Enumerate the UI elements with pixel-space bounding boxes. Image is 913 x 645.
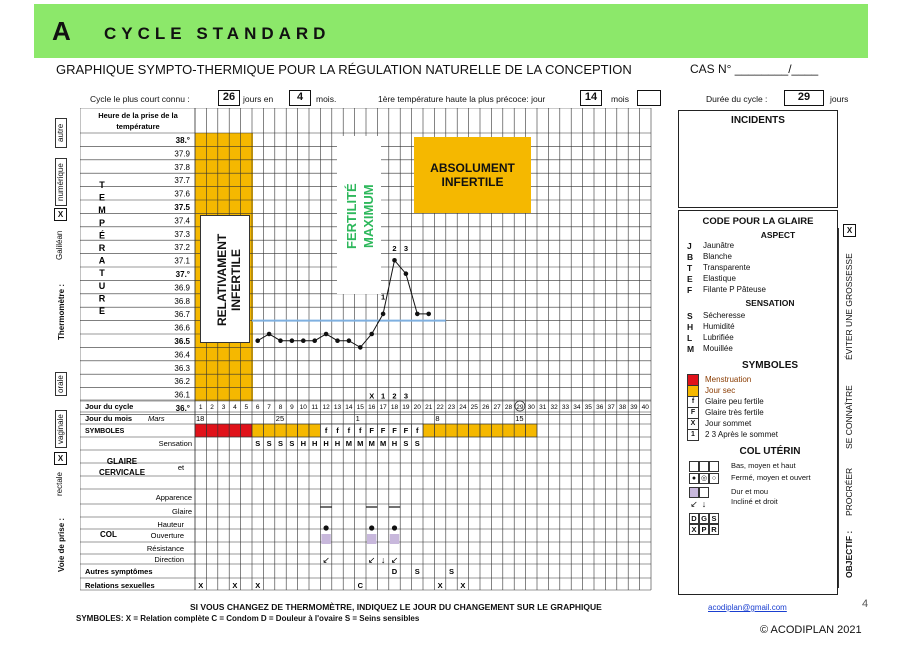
sensation-mark: H [323, 439, 329, 448]
fertilite-text: FERTILITÉ MAXIMUM [344, 183, 376, 249]
cycle-length-value[interactable]: 29 [784, 90, 824, 106]
thermo-autre: autre [55, 118, 67, 148]
sensation-item [687, 321, 829, 332]
cycle-day-number: 26 [482, 404, 490, 411]
objectif-procreer: PROCRÉER [844, 467, 854, 517]
col-height-icon [689, 461, 699, 472]
legend-label: Humidité [703, 322, 735, 331]
cycle-day-number: 16 [368, 404, 376, 411]
temp-tick: 36.6 [174, 323, 190, 333]
temperature-point [369, 332, 374, 337]
symbol-cell [286, 424, 297, 437]
incidents-title: INCIDENTS [731, 115, 785, 126]
subtitle: GRAPHIQUE SYMPTO-THERMIQUE POUR LA RÉGULATION NATURELLE DE LA CONCEPTION [56, 62, 632, 77]
symbol-cell [423, 424, 434, 437]
symbol-cell [218, 424, 229, 437]
temp-tick: 37.9 [174, 149, 190, 159]
symbol-cell [526, 424, 537, 437]
aspect-item [687, 240, 829, 251]
objectif-eviter: ÉVITER UNE GROSSESSE [844, 253, 854, 361]
temperature-point [358, 345, 363, 350]
relation-mark: X [198, 581, 204, 590]
col-open-mark [392, 525, 397, 530]
temperature-letter: T [99, 180, 105, 190]
symbol-cell [457, 424, 468, 437]
apparence-mark: F [403, 426, 409, 435]
cycle-day-number: 8 [278, 404, 283, 411]
temperature-point [404, 271, 409, 276]
jour-cycle-label: Jour du cycle [85, 402, 134, 411]
col-code-cell: D [689, 513, 699, 524]
cycle-day-number: 32 [550, 404, 558, 411]
symbol-label: Jour sec [705, 386, 736, 395]
aspect-item [687, 251, 829, 262]
sensation-mark: H [334, 439, 341, 448]
temperature-letter: R [98, 243, 106, 253]
col-code-cell: S [709, 513, 719, 524]
apparence-mark: f [416, 426, 419, 435]
col-open-icon: ● [689, 473, 699, 484]
relation-mark: X [437, 581, 443, 590]
month-day-number: 18 [196, 414, 205, 423]
month-day-number: 1 [355, 414, 360, 423]
peak-marker: X [369, 391, 375, 401]
temp-tick: 36.2 [174, 377, 190, 387]
objectif-column [838, 228, 860, 588]
legend-code: B [687, 251, 694, 262]
temp-tick: 38.° [175, 136, 190, 145]
voie-rectale: rectale [55, 472, 64, 497]
cycle-day-number: 36 [596, 404, 604, 411]
cycle-day-number: 40 [641, 404, 649, 411]
symbol-cell [263, 424, 274, 437]
sensation-item [687, 343, 829, 354]
legend-label: Filante P Pâteuse [703, 285, 767, 294]
symbol-label: Glaire très fertile [705, 408, 764, 417]
aspect-item [687, 262, 829, 273]
temp-tick: 36.3 [174, 363, 190, 373]
col-legend-label: Fermé, moyen et ouvert [731, 473, 811, 482]
symbol-cell [480, 424, 491, 437]
sensation-mark: S [255, 439, 261, 448]
post-peak-marker: 3 [403, 243, 408, 253]
page-number: 4 [862, 598, 869, 610]
cycle-day-number: 22 [436, 404, 444, 411]
relativement-text: RELATIVAMENT INFERTILE [215, 233, 243, 327]
peak-marker: 3 [403, 391, 408, 401]
cervicale-label: CERVICALE [98, 468, 146, 477]
time-label: Heure de la prise de la [98, 111, 178, 120]
col-direction-mark: ↙ [322, 555, 330, 565]
apparence-label: Apparence [155, 493, 192, 502]
sensation-item [687, 310, 829, 321]
relation-mark: X [460, 581, 466, 590]
jour-mois-label: Jour du mois [85, 414, 133, 423]
temp-tick: 36.7 [174, 310, 190, 320]
cycle-day-number: 14 [345, 404, 353, 411]
post-peak-marker: 1 [381, 292, 386, 302]
incidents-panel [678, 110, 838, 208]
cycle-day-number: 34 [573, 404, 581, 411]
legend-label: Blanche [703, 252, 732, 261]
sensation-mark: S [414, 439, 420, 448]
sensation-mark: S [289, 439, 295, 448]
col-legend-label: Incliné et droit [731, 497, 778, 506]
legend-panel [678, 210, 838, 595]
temp-tick: 37.4 [174, 216, 190, 226]
hauteur-label: Hauteur [157, 520, 184, 529]
apparence-mark: F [392, 426, 397, 435]
col-soft-mark [367, 534, 376, 544]
col-firm-icon [699, 487, 709, 498]
aspect-item [687, 284, 829, 295]
temperature-point [312, 338, 317, 343]
apparence-mark: f [359, 426, 362, 435]
col-code-cell: R [709, 524, 719, 535]
col-open-mark [369, 525, 374, 530]
cycle-day-number: 21 [425, 404, 433, 411]
relations-label: Relations sexuelles [85, 581, 155, 590]
cycle-day-number: 20 [413, 404, 421, 411]
thermo-numerique: numérique [55, 158, 67, 206]
cycle-day-number: 39 [630, 404, 638, 411]
footer-warning: SI VOUS CHANGEZ DE THERMOMÈTRE, INDIQUEZ LE JOUR DU CHANGEMENT SUR LE GRAPHIQUE [190, 602, 602, 612]
cycle-day-number: 30 [527, 404, 535, 411]
symbol-cell [434, 424, 445, 437]
legend-code: M [687, 343, 695, 354]
copyright: © ACODIPLAN 2021 [760, 624, 862, 636]
autre-symptome: S [448, 567, 455, 576]
symbol-item [687, 385, 829, 396]
temperature-letter: R [98, 293, 106, 304]
cycle-day-number: 7 [267, 404, 271, 411]
col-legend-label: Dur et mou [731, 487, 769, 496]
legend-label: Transparente [703, 263, 751, 272]
symbol-swatch: X [687, 418, 699, 430]
sensation-mark: M [357, 439, 364, 448]
temperature-point [278, 338, 283, 343]
temperature-point [301, 338, 306, 343]
legend-label: Jaunâtre [703, 241, 735, 250]
col-direction-icon: ↓ [701, 499, 707, 509]
legend-code: T [687, 262, 693, 273]
symbol-cell [206, 424, 217, 437]
cycle-day-number: 27 [493, 404, 501, 411]
temperature-letter: P [98, 217, 106, 228]
relativement-box [200, 215, 250, 343]
sensation-mark: H [391, 439, 398, 448]
cycle-day-number: 12 [322, 404, 330, 411]
symboles-label: SYMBOLES [85, 428, 125, 435]
symbol-swatch: 1 [687, 429, 699, 441]
col-legend-label: Bas, moyen et haut [731, 461, 796, 470]
symbol-item [687, 374, 829, 385]
thermometre-label: Thermomètre : [57, 283, 66, 340]
col-open-mark [324, 525, 329, 530]
objectif-connaitre: SE CONNAÎTRE [844, 385, 854, 449]
autre-symptome: D [391, 567, 398, 576]
sensation-mark: H [311, 439, 318, 448]
legend-code: J [687, 240, 692, 251]
temperature-point [255, 338, 260, 343]
temp-tick: 37.° [175, 270, 190, 279]
cycle-letter: A [52, 16, 71, 46]
cycle-day-number: 25 [470, 404, 478, 411]
temperature-point [267, 332, 272, 337]
cycle-day-number: 9 [290, 404, 294, 411]
relation-mark: X [232, 581, 238, 590]
temperature-letter: E [98, 306, 106, 316]
temp-tick: 37.1 [174, 256, 190, 266]
absolument-text: ABSOLUMENT INFERTILE [430, 161, 515, 189]
autre-symptome: S [414, 567, 420, 576]
temp-tick: 36.9 [174, 283, 190, 293]
temp-tick: 37.7 [174, 176, 190, 186]
first-temp-value[interactable]: 14 [580, 90, 602, 106]
month-name: Mars [148, 414, 165, 423]
col-soft-mark [390, 534, 399, 544]
temperature-point [392, 258, 397, 263]
case-number: CAS N° ________/____ [690, 62, 819, 76]
cycle-day-number: 13 [333, 404, 342, 411]
mois2-label: mois [611, 94, 629, 104]
cycle-day-number: 11 [311, 404, 319, 411]
et-label: et [177, 463, 185, 472]
legend-label: Mouillée [703, 344, 733, 353]
sensation-mark: H [300, 439, 307, 448]
col-code-cell: X [689, 524, 699, 535]
first-temp-label: 1ère température haute la plus précoce: jour [378, 94, 546, 104]
symbol-cell [514, 424, 525, 437]
voie-orale: orale [55, 372, 67, 396]
sensation-mark: M [379, 439, 387, 448]
email-link[interactable]: acodiplan@gmail.com [708, 603, 787, 612]
jours-label: jours [830, 94, 849, 104]
apparence-mark: F [380, 426, 386, 435]
col-open-icon: ◎ [700, 475, 708, 482]
col-direction-mark: ↙ [390, 555, 399, 565]
sensation-mark: M [345, 439, 353, 448]
symbol-item [687, 396, 829, 407]
legend-code: S [687, 310, 693, 321]
footer-symbols: SYMBOLES: X = Relation complète C = Condom D = Douleur à l'ovaire S = Seins sensibles [76, 614, 420, 623]
symbol-item [687, 429, 829, 440]
temperature-point [415, 312, 420, 317]
symbol-label: Menstruation [705, 375, 752, 384]
legend-code: L [687, 332, 693, 343]
legend-code: F [687, 284, 693, 295]
symbol-cell [241, 424, 252, 437]
objectif-check[interactable]: X [843, 224, 856, 237]
page-title: CYCLE STANDARD [104, 24, 331, 43]
symbol-cell [252, 424, 263, 437]
voie-vaginale: vaginale [55, 410, 67, 448]
cycle-day-number: 18 [390, 404, 399, 411]
cycle-day-number: 24 [459, 404, 467, 411]
symbol-cell [503, 424, 514, 437]
temperature-point [324, 332, 329, 337]
absolument-box [414, 137, 531, 213]
voie-check[interactable]: X [54, 452, 67, 465]
legend-code: E [687, 273, 693, 284]
temperature-point [290, 338, 295, 343]
legend-label: Sécheresse [703, 311, 746, 320]
post-peak-marker: 2 [392, 243, 397, 253]
sensation-item [687, 332, 829, 343]
cycle-day-number: 10 [299, 404, 307, 411]
temp-tick: 37.6 [174, 189, 190, 199]
sensation-mark: S [277, 439, 284, 448]
col-glaire-label: Glaire [171, 507, 192, 516]
temperature-point [335, 338, 340, 343]
symbol-label: 2 3 Après le sommet [705, 430, 778, 439]
cycle-day-number: 29 [516, 404, 524, 411]
cycle-day-number: 23 [447, 404, 456, 411]
col-direction-mark: ↓ [380, 555, 386, 565]
cycle-length-label: Durée du cycle : [706, 94, 768, 104]
cycle-day-number: 31 [539, 404, 547, 411]
cycle-day-number: 3 [221, 404, 226, 411]
temp-tick: 37.5 [174, 203, 190, 212]
sensation-mark: S [403, 439, 409, 448]
symbol-cell [446, 424, 457, 437]
temperature-point [381, 312, 386, 317]
resistance-label: Résistance [146, 544, 184, 553]
col-height-icon [699, 461, 709, 472]
temperature-letter: E [98, 192, 106, 203]
cycle-day-number: 28 [504, 404, 513, 411]
legend-label: Lubrifiée [703, 333, 734, 342]
temperature-letter: A [98, 255, 106, 266]
thermo-galilean: Galiléan [55, 230, 64, 260]
sensation-mark: M [368, 439, 375, 448]
peak-marker: 1 [381, 391, 386, 401]
col-direction-icon: ↙ [690, 499, 698, 509]
symboles-title: SYMBOLES [741, 360, 799, 371]
legend-code: H [687, 321, 694, 332]
temp-tick: 37.2 [174, 243, 190, 253]
col-label: COL [100, 530, 117, 539]
cycle-day-number: 17 [379, 404, 387, 411]
temperature-point [347, 338, 352, 343]
sensation-label: Sensation [158, 439, 192, 448]
temp-tick: 36.4 [174, 350, 190, 360]
apparence-mark: f [347, 426, 351, 435]
temp-tick: 36.5 [174, 337, 190, 346]
fertilite-box [337, 136, 381, 294]
symbol-cell [469, 424, 480, 437]
relation-mark: X [255, 581, 261, 590]
col-height-icon [709, 461, 719, 472]
cycle-day-number: 2 [210, 404, 214, 411]
symbol-cell [195, 424, 206, 437]
cycle-day-number: 1 [198, 404, 203, 411]
cycle-day-number: 38 [618, 404, 627, 411]
relation-mark: C [357, 581, 364, 590]
symbol-cell [275, 424, 286, 437]
symbol-item [687, 418, 829, 429]
cycle-day-number: 35 [584, 404, 592, 411]
symbol-cell [491, 424, 502, 437]
symbol-label: Glaire peu fertile [705, 397, 764, 406]
cycle-day-number: 5 [244, 404, 249, 411]
glaire-label: GLAIRE [106, 457, 138, 466]
cycle-day-number: 15 [356, 404, 364, 411]
symbol-cell [309, 424, 320, 437]
legend-label: Elastique [703, 274, 736, 283]
col-firm-icon [689, 487, 699, 498]
sensation-mark: S [266, 439, 272, 448]
objectif-label: OBJECTIF : [844, 530, 854, 578]
cycle-day-number: 19 [402, 404, 410, 411]
mois-label: mois. [316, 94, 337, 104]
temperature-letter: T [99, 268, 105, 279]
symbol-item [687, 407, 829, 418]
temp-tick: 36.1 [174, 390, 190, 400]
aspect-item [687, 273, 829, 284]
symbol-cell [229, 424, 240, 437]
apparence-mark: F [369, 426, 374, 435]
shortest-cycle-label: Cycle le plus court connu : [90, 94, 190, 104]
symbol-cell [298, 424, 309, 437]
col-soft-mark [321, 534, 330, 544]
cycle-day-number: 6 [255, 404, 260, 411]
col-code-cell: G [699, 513, 709, 524]
cycle-day-number: 37 [607, 404, 615, 411]
thermo-check[interactable]: X [54, 208, 67, 221]
col-direction-mark: ↙ [367, 555, 376, 565]
month-day-number: 15 [515, 414, 524, 423]
shortest-cycle-value[interactable]: 26 [218, 90, 240, 106]
jours-en-label: jours en [243, 94, 274, 104]
temperature-letter: É [98, 230, 106, 241]
temperature-letter: U [98, 280, 106, 291]
temp-tick: 37.3 [174, 229, 190, 239]
symbol-swatch: f [687, 396, 699, 408]
voie-label: Voie de prise : [57, 517, 66, 572]
autres-label: Autres symptômes [85, 567, 153, 576]
month-day-number: 25 [275, 414, 285, 423]
cycle-day-number: 4 [233, 404, 237, 411]
ouverture-label: Ouverture [150, 531, 184, 540]
sensation-title: SENSATION [745, 298, 795, 308]
col-code-cell: P [699, 524, 709, 535]
direction-label: Direction [154, 555, 184, 564]
temp-tick: 36.° [175, 404, 190, 413]
symbol-label: Jour sommet [705, 419, 752, 428]
apparence-mark: f [324, 426, 328, 435]
code-title: CODE POUR LA GLAIRE [702, 216, 814, 227]
time-label-2: température [116, 122, 160, 131]
title-banner [34, 4, 868, 58]
temperature-point [426, 312, 431, 317]
months-value[interactable]: 4 [289, 90, 311, 106]
month-day-number: 8 [435, 414, 440, 423]
symbol-swatch: F [687, 407, 699, 419]
temp-tick: 36.8 [174, 296, 190, 306]
col-open-icon: ○ [709, 473, 719, 484]
col-title: COL UTÉRIN [739, 446, 801, 457]
cycle-day-number: 33 [561, 404, 570, 411]
blank-box[interactable] [637, 90, 661, 106]
temperature-letter: M [98, 205, 106, 216]
temp-tick: 37.8 [174, 162, 190, 172]
peak-marker: 2 [392, 391, 397, 401]
aspect-title: ASPECT [760, 230, 796, 240]
apparence-mark: f [336, 426, 339, 435]
